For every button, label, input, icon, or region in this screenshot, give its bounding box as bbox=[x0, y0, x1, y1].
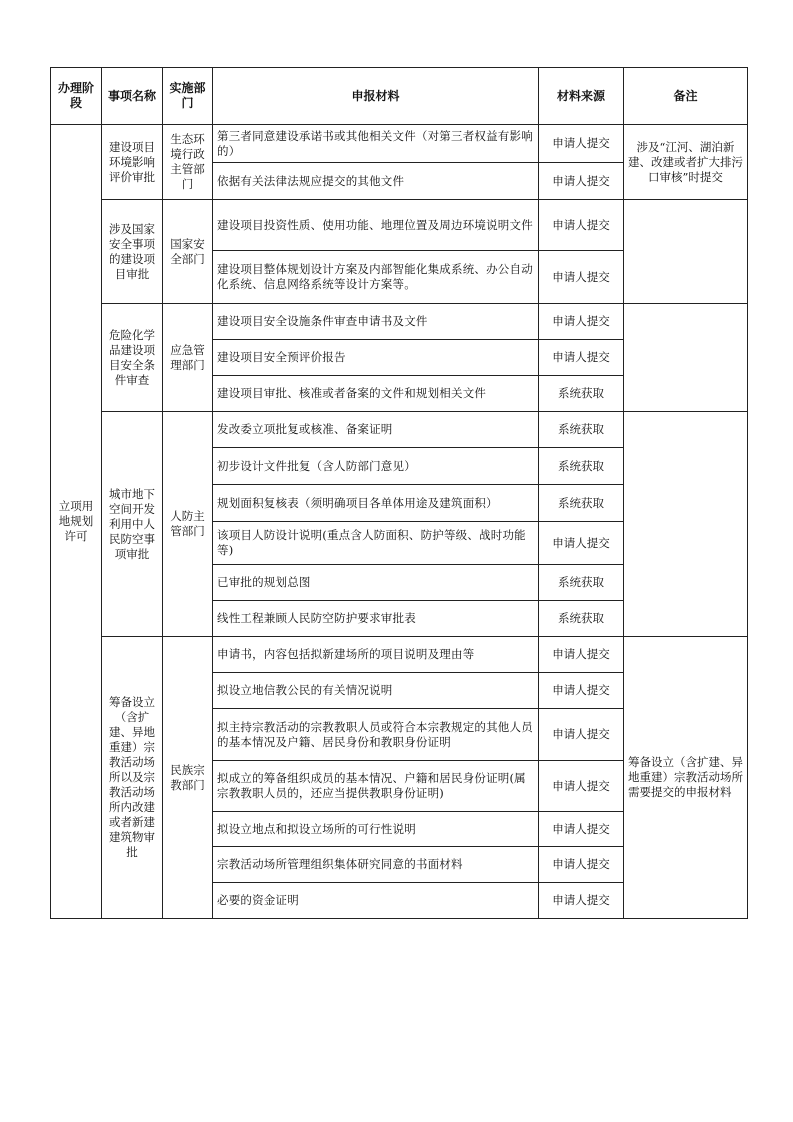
stage-cell: 立项用地规划许可 bbox=[51, 125, 102, 919]
dept-cell: 国家安全部门 bbox=[163, 200, 213, 304]
note-cell bbox=[624, 412, 748, 637]
source-cell: 申请人提交 bbox=[539, 251, 624, 304]
source-cell: 申请人提交 bbox=[539, 522, 624, 565]
table-row bbox=[51, 412, 748, 448]
source-cell: 申请人提交 bbox=[539, 637, 624, 673]
material-cell: 规划面积复核表（须明确项目各单体用途及建筑面积） bbox=[213, 485, 539, 522]
source-cell: 系统获取 bbox=[539, 601, 624, 637]
table-row bbox=[51, 637, 748, 673]
header-item: 事项名称 bbox=[102, 68, 163, 125]
material-cell: 拟主持宗教活动的宗教教职人员或符合本宗教规定的其他人员的基本情况及户籍、居民身份和教职身份证明 bbox=[213, 709, 539, 761]
item-cell: 筹备设立（含扩建、异地重建）宗教活动场所以及宗教活动场所内改建或者新建建筑物审批 bbox=[102, 637, 163, 919]
table-row bbox=[51, 125, 748, 163]
dept-cell: 人防主管部门 bbox=[163, 412, 213, 637]
material-cell: 申请书，内容包括拟新建场所的项目说明及理由等 bbox=[213, 637, 539, 673]
table-row bbox=[51, 304, 748, 340]
source-cell: 申请人提交 bbox=[539, 163, 624, 200]
source-cell: 申请人提交 bbox=[539, 125, 624, 163]
source-cell: 申请人提交 bbox=[539, 812, 624, 847]
source-cell: 申请人提交 bbox=[539, 847, 624, 883]
header-row bbox=[51, 68, 748, 125]
header-source: 材料来源 bbox=[539, 68, 624, 125]
dept-cell: 民族宗教部门 bbox=[163, 637, 213, 919]
table-row bbox=[51, 200, 748, 251]
material-cell: 初步设计文件批复（含人防部门意见） bbox=[213, 448, 539, 485]
item-cell: 城市地下空间开发利用中人民防空事项审批 bbox=[102, 412, 163, 637]
dept-cell: 生态环境行政主管部门 bbox=[163, 125, 213, 200]
material-cell: 线性工程兼顾人民防空防护要求审批表 bbox=[213, 601, 539, 637]
material-cell: 必要的资金证明 bbox=[213, 883, 539, 919]
header-stage: 办理阶段 bbox=[51, 68, 102, 125]
source-cell: 申请人提交 bbox=[539, 340, 624, 376]
materials-table bbox=[50, 67, 748, 919]
note-cell: 筹备设立（含扩建、异地重建）宗教活动场所需要提交的申报材料 bbox=[624, 637, 748, 919]
material-cell: 拟成立的筹备组织成员的基本情况、户籍和居民身份证明(属宗教教职人员的，还应当提供教职身份证明) bbox=[213, 761, 539, 812]
header-note: 备注 bbox=[624, 68, 748, 125]
item-cell: 建设项目环境影响评价审批 bbox=[102, 125, 163, 200]
material-cell: 建设项目安全预评价报告 bbox=[213, 340, 539, 376]
material-cell: 建设项目安全设施条件审查申请书及文件 bbox=[213, 304, 539, 340]
material-cell: 该项目人防设计说明(重点含人防面积、防护等级、战时功能等) bbox=[213, 522, 539, 565]
note-cell: 涉及“江河、湖泊新建、改建或者扩大排污口审核”时提交 bbox=[624, 125, 748, 200]
material-cell: 已审批的规划总图 bbox=[213, 565, 539, 601]
dept-cell: 应急管理部门 bbox=[163, 304, 213, 412]
item-cell: 危险化学品建设项目安全条件审查 bbox=[102, 304, 163, 412]
source-cell: 申请人提交 bbox=[539, 673, 624, 709]
item-cell: 涉及国家安全事项的建设项目审批 bbox=[102, 200, 163, 304]
material-cell: 建设项目投资性质、使用功能、地理位置及周边环境说明文件 bbox=[213, 200, 539, 251]
material-cell: 发改委立项批复或核准、备案证明 bbox=[213, 412, 539, 448]
material-cell: 宗教活动场所管理组织集体研究同意的书面材料 bbox=[213, 847, 539, 883]
source-cell: 系统获取 bbox=[539, 485, 624, 522]
source-cell: 系统获取 bbox=[539, 448, 624, 485]
header-material: 申报材料 bbox=[213, 68, 539, 125]
source-cell: 申请人提交 bbox=[539, 709, 624, 761]
source-cell: 系统获取 bbox=[539, 376, 624, 412]
material-cell: 建设项目审批、核准或者备案的文件和规划相关文件 bbox=[213, 376, 539, 412]
source-cell: 申请人提交 bbox=[539, 200, 624, 251]
material-cell: 拟设立地点和拟设立场所的可行性说明 bbox=[213, 812, 539, 847]
material-cell: 第三者同意建设承诺书或其他相关文件（对第三者权益有影响的） bbox=[213, 125, 539, 163]
source-cell: 申请人提交 bbox=[539, 761, 624, 812]
material-cell: 依据有关法律法规应提交的其他文件 bbox=[213, 163, 539, 200]
source-cell: 系统获取 bbox=[539, 565, 624, 601]
note-cell bbox=[624, 304, 748, 412]
material-cell: 建设项目整体规划设计方案及内部智能化集成系统、办公自动化系统、信息网络系统等设计方案等。 bbox=[213, 251, 539, 304]
note-cell bbox=[624, 200, 748, 304]
source-cell: 申请人提交 bbox=[539, 304, 624, 340]
header-dept: 实施部门 bbox=[163, 68, 213, 125]
source-cell: 申请人提交 bbox=[539, 883, 624, 919]
source-cell: 系统获取 bbox=[539, 412, 624, 448]
material-cell: 拟设立地信教公民的有关情况说明 bbox=[213, 673, 539, 709]
